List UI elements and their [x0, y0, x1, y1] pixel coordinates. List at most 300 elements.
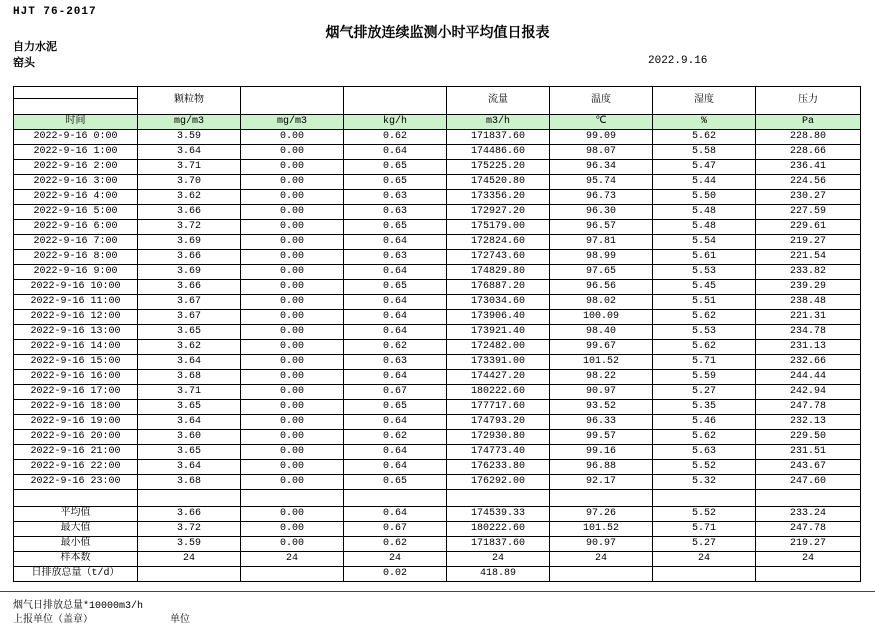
- table-row: [14, 205, 861, 220]
- cell-value: 92.17: [550, 475, 653, 490]
- cell-value: 174773.40: [447, 445, 550, 460]
- cell-value: 0.00: [241, 370, 344, 385]
- table-row: [14, 250, 861, 265]
- cell-time: 2022-9-16 11:00: [14, 295, 138, 310]
- cell-time: 2022-9-16 4:00: [14, 190, 138, 205]
- cell-value: 0.00: [241, 220, 344, 235]
- table-row: [14, 415, 861, 430]
- cell-value: 3.59: [138, 130, 241, 145]
- cell-value: 97.81: [550, 235, 653, 250]
- table-row: [14, 385, 861, 400]
- unit-label: 单位: [170, 615, 190, 626]
- cell-value: 3.62: [138, 190, 241, 205]
- header-unit-cell: %: [653, 115, 756, 130]
- cell-value: 0.00: [241, 460, 344, 475]
- page-divider: [0, 591, 875, 592]
- spacer-cell: [241, 490, 344, 507]
- cell-value: 0.65: [344, 220, 447, 235]
- cell-value: 177717.60: [447, 400, 550, 415]
- spacer-cell: [138, 490, 241, 507]
- header-unit-cell: mg/m3: [138, 115, 241, 130]
- cell-value: 0.00: [241, 235, 344, 250]
- cell-value: 3.62: [138, 340, 241, 355]
- summary-value: 24: [653, 552, 756, 567]
- summary-row: [14, 537, 861, 552]
- cell-value: 3.66: [138, 205, 241, 220]
- header-units-row: [14, 115, 861, 130]
- cell-value: 96.33: [550, 415, 653, 430]
- cell-value: 0.00: [241, 280, 344, 295]
- header-group-cell: 流量: [447, 87, 550, 115]
- cell-value: 5.50: [653, 190, 756, 205]
- cell-value: 232.13: [756, 415, 861, 430]
- cell-value: 173921.40: [447, 325, 550, 340]
- cell-value: 5.51: [653, 295, 756, 310]
- cell-value: 174427.20: [447, 370, 550, 385]
- cell-value: 3.64: [138, 460, 241, 475]
- cell-value: 227.59: [756, 205, 861, 220]
- table-row: [14, 460, 861, 475]
- cell-value: 172743.60: [447, 250, 550, 265]
- cell-value: 5.48: [653, 220, 756, 235]
- cell-value: 219.27: [756, 235, 861, 250]
- summary-value: 5.71: [653, 522, 756, 537]
- summary-value: 24: [138, 552, 241, 567]
- cell-value: 0.64: [344, 415, 447, 430]
- cell-value: 0.00: [241, 400, 344, 415]
- cell-value: 172927.20: [447, 205, 550, 220]
- cell-value: 0.00: [241, 265, 344, 280]
- summary-value: 174539.33: [447, 507, 550, 522]
- table-row: [14, 400, 861, 415]
- cell-value: 0.64: [344, 235, 447, 250]
- cell-value: 247.78: [756, 400, 861, 415]
- cell-value: 96.34: [550, 160, 653, 175]
- header-group-cell: 颗粒物: [138, 87, 241, 115]
- cell-value: 176292.00: [447, 475, 550, 490]
- cell-value: 3.67: [138, 295, 241, 310]
- cell-value: 232.66: [756, 355, 861, 370]
- cell-time: 2022-9-16 22:00: [14, 460, 138, 475]
- cell-value: 96.30: [550, 205, 653, 220]
- table-row: [14, 370, 861, 385]
- cell-value: 5.44: [653, 175, 756, 190]
- table-row: [14, 445, 861, 460]
- cell-value: 233.82: [756, 265, 861, 280]
- table-row: [14, 355, 861, 370]
- spacer-cell: [756, 490, 861, 507]
- cell-value: 0.64: [344, 445, 447, 460]
- cell-value: 174829.80: [447, 265, 550, 280]
- cell-value: 3.66: [138, 250, 241, 265]
- cell-value: 5.61: [653, 250, 756, 265]
- summary-value: 24: [344, 552, 447, 567]
- header-unit-cell: Pa: [756, 115, 861, 130]
- cell-value: 247.60: [756, 475, 861, 490]
- table-row: [14, 430, 861, 445]
- table-row: [14, 310, 861, 325]
- header-group-cell: [344, 87, 447, 115]
- header-unit-cell: m3/h: [447, 115, 550, 130]
- header-group-cell: 压力: [756, 87, 861, 115]
- summary-label: 平均值: [14, 507, 138, 522]
- cell-value: 5.47: [653, 160, 756, 175]
- summary-value: 3.59: [138, 537, 241, 552]
- cell-value: 239.29: [756, 280, 861, 295]
- cell-value: 0.00: [241, 190, 344, 205]
- summary-label: 样本数: [14, 552, 138, 567]
- summary-row: [14, 552, 861, 567]
- table-row: [14, 190, 861, 205]
- summary-row: [14, 567, 861, 582]
- cell-value: 5.35: [653, 400, 756, 415]
- cell-value: 93.52: [550, 400, 653, 415]
- summary-value: [138, 567, 241, 582]
- cell-value: 0.62: [344, 340, 447, 355]
- summary-value: 0.00: [241, 537, 344, 552]
- summary-value: 24: [241, 552, 344, 567]
- summary-value: 171837.60: [447, 537, 550, 552]
- summary-value: 97.26: [550, 507, 653, 522]
- cell-value: 96.88: [550, 460, 653, 475]
- cell-value: 173034.60: [447, 295, 550, 310]
- header-group-cell: [241, 87, 344, 115]
- cell-value: 173906.40: [447, 310, 550, 325]
- summary-value: 0.00: [241, 522, 344, 537]
- cell-value: 0.64: [344, 370, 447, 385]
- cell-value: 0.62: [344, 430, 447, 445]
- summary-value: 247.78: [756, 522, 861, 537]
- cell-value: 0.00: [241, 175, 344, 190]
- cell-value: 229.50: [756, 430, 861, 445]
- cell-value: 5.62: [653, 130, 756, 145]
- cell-value: 98.02: [550, 295, 653, 310]
- cell-value: 0.64: [344, 295, 447, 310]
- cell-value: 236.41: [756, 160, 861, 175]
- cell-value: 0.00: [241, 145, 344, 160]
- cell-time: 2022-9-16 0:00: [14, 130, 138, 145]
- spacer-cell: [14, 490, 138, 507]
- cell-value: 224.56: [756, 175, 861, 190]
- summary-value: 24: [756, 552, 861, 567]
- cell-value: 0.65: [344, 160, 447, 175]
- cell-value: 0.64: [344, 325, 447, 340]
- cell-value: 3.65: [138, 400, 241, 415]
- cell-time: 2022-9-16 17:00: [14, 385, 138, 400]
- report-date: 2022.9.16: [648, 55, 708, 67]
- cell-time: 2022-9-16 18:00: [14, 400, 138, 415]
- cell-value: 0.64: [344, 310, 447, 325]
- table-row: [14, 325, 861, 340]
- cell-value: 0.00: [241, 430, 344, 445]
- cell-value: 0.63: [344, 190, 447, 205]
- cell-value: 0.64: [344, 265, 447, 280]
- report-table-head: [14, 87, 861, 130]
- cell-value: 5.27: [653, 385, 756, 400]
- cell-time: 2022-9-16 10:00: [14, 280, 138, 295]
- cell-value: 98.07: [550, 145, 653, 160]
- cell-value: 3.65: [138, 445, 241, 460]
- cell-value: 97.65: [550, 265, 653, 280]
- cell-value: 242.94: [756, 385, 861, 400]
- cell-value: 3.60: [138, 430, 241, 445]
- cell-value: 0.00: [241, 130, 344, 145]
- cell-value: 99.67: [550, 340, 653, 355]
- summary-value: 180222.60: [447, 522, 550, 537]
- cell-value: 175179.00: [447, 220, 550, 235]
- cell-value: 3.72: [138, 220, 241, 235]
- summary-value: 0.64: [344, 507, 447, 522]
- cell-value: 172482.00: [447, 340, 550, 355]
- spacer-cell: [653, 490, 756, 507]
- page-title: 烟气排放连续监测小时平均值日报表: [325, 26, 550, 42]
- cell-value: 5.32: [653, 475, 756, 490]
- cell-value: 171837.60: [447, 130, 550, 145]
- cell-value: 5.62: [653, 310, 756, 325]
- cell-value: 5.53: [653, 265, 756, 280]
- cell-value: 0.65: [344, 175, 447, 190]
- cell-value: 0.00: [241, 445, 344, 460]
- cell-time: 2022-9-16 15:00: [14, 355, 138, 370]
- cell-value: 5.59: [653, 370, 756, 385]
- cell-value: 0.65: [344, 475, 447, 490]
- summary-value: 0.67: [344, 522, 447, 537]
- cell-value: 5.45: [653, 280, 756, 295]
- table-row: [14, 160, 861, 175]
- cell-value: 172824.60: [447, 235, 550, 250]
- cell-value: 90.97: [550, 385, 653, 400]
- summary-value: 233.24: [756, 507, 861, 522]
- table-row: [14, 130, 861, 145]
- cell-value: 5.52: [653, 460, 756, 475]
- flow-total-note: 烟气日排放总量*10000m3/h: [13, 601, 144, 612]
- summary-row: [14, 522, 861, 537]
- spacer-row: [14, 490, 861, 507]
- cell-value: 244.44: [756, 370, 861, 385]
- cell-value: 0.65: [344, 280, 447, 295]
- header-group-cell: 湿度: [653, 87, 756, 115]
- cell-time: 2022-9-16 21:00: [14, 445, 138, 460]
- summary-value: 0.62: [344, 537, 447, 552]
- cell-value: 3.71: [138, 160, 241, 175]
- cell-value: 98.40: [550, 325, 653, 340]
- summary-value: 0.00: [241, 507, 344, 522]
- cell-value: 98.99: [550, 250, 653, 265]
- cell-time: 2022-9-16 1:00: [14, 145, 138, 160]
- header-time-split-bottom: [14, 99, 138, 115]
- reporting-unit-label: 上报单位（盖章）: [13, 615, 93, 626]
- cell-value: 5.53: [653, 325, 756, 340]
- cell-value: 96.56: [550, 280, 653, 295]
- cell-value: 228.80: [756, 130, 861, 145]
- cell-value: 5.46: [653, 415, 756, 430]
- cell-time: 2022-9-16 9:00: [14, 265, 138, 280]
- monitoring-point: 窑头: [13, 58, 35, 70]
- cell-time: 2022-9-16 23:00: [14, 475, 138, 490]
- cell-value: 228.66: [756, 145, 861, 160]
- summary-value: 90.97: [550, 537, 653, 552]
- cell-value: 0.00: [241, 355, 344, 370]
- spacer-cell: [344, 490, 447, 507]
- cell-value: 243.67: [756, 460, 861, 475]
- cell-value: 231.13: [756, 340, 861, 355]
- summary-value: 101.52: [550, 522, 653, 537]
- cell-value: 0.67: [344, 385, 447, 400]
- table-row: [14, 235, 861, 250]
- table-row: [14, 475, 861, 490]
- cell-value: 221.54: [756, 250, 861, 265]
- cell-value: 3.68: [138, 370, 241, 385]
- cell-value: 0.64: [344, 145, 447, 160]
- cell-value: 3.64: [138, 415, 241, 430]
- cell-value: 99.57: [550, 430, 653, 445]
- table-row: [14, 280, 861, 295]
- cell-value: 0.00: [241, 325, 344, 340]
- header-time-label: 时间: [14, 115, 138, 130]
- cell-value: 0.00: [241, 295, 344, 310]
- cell-value: 98.22: [550, 370, 653, 385]
- cell-value: 175225.20: [447, 160, 550, 175]
- cell-value: 0.00: [241, 205, 344, 220]
- cell-value: 174793.20: [447, 415, 550, 430]
- cell-value: 5.63: [653, 445, 756, 460]
- cell-value: 0.62: [344, 130, 447, 145]
- cell-value: 5.48: [653, 205, 756, 220]
- summary-value: 418.89: [447, 567, 550, 582]
- cell-time: 2022-9-16 19:00: [14, 415, 138, 430]
- cell-value: 173356.20: [447, 190, 550, 205]
- cell-time: 2022-9-16 3:00: [14, 175, 138, 190]
- cell-value: 99.09: [550, 130, 653, 145]
- cell-value: 96.73: [550, 190, 653, 205]
- cell-value: 0.65: [344, 400, 447, 415]
- cell-value: 3.67: [138, 310, 241, 325]
- summary-value: 5.27: [653, 537, 756, 552]
- report-table-body: [14, 130, 861, 582]
- cell-value: 0.63: [344, 355, 447, 370]
- cell-value: 238.48: [756, 295, 861, 310]
- cell-value: 5.54: [653, 235, 756, 250]
- cell-value: 0.00: [241, 415, 344, 430]
- cell-value: 0.00: [241, 310, 344, 325]
- cell-value: 174486.60: [447, 145, 550, 160]
- summary-value: [550, 567, 653, 582]
- cell-value: 95.74: [550, 175, 653, 190]
- table-row: [14, 175, 861, 190]
- spacer-cell: [447, 490, 550, 507]
- cell-value: 5.62: [653, 340, 756, 355]
- cell-value: 96.57: [550, 220, 653, 235]
- cell-value: 172930.80: [447, 430, 550, 445]
- cell-value: 3.64: [138, 355, 241, 370]
- cell-value: 180222.60: [447, 385, 550, 400]
- cell-value: 176887.20: [447, 280, 550, 295]
- header-group-row: [14, 87, 861, 99]
- summary-value: [653, 567, 756, 582]
- cell-value: 3.70: [138, 175, 241, 190]
- header-group-cell: 温度: [550, 87, 653, 115]
- summary-value: 24: [550, 552, 653, 567]
- cell-time: 2022-9-16 8:00: [14, 250, 138, 265]
- summary-value: 5.52: [653, 507, 756, 522]
- cell-value: 230.27: [756, 190, 861, 205]
- table-row: [14, 340, 861, 355]
- cell-value: 0.00: [241, 385, 344, 400]
- spacer-cell: [550, 490, 653, 507]
- summary-label: 最小值: [14, 537, 138, 552]
- cell-time: 2022-9-16 14:00: [14, 340, 138, 355]
- cell-value: 3.65: [138, 325, 241, 340]
- cell-value: 5.62: [653, 430, 756, 445]
- cell-value: 0.63: [344, 205, 447, 220]
- cell-time: 2022-9-16 6:00: [14, 220, 138, 235]
- cell-time: 2022-9-16 2:00: [14, 160, 138, 175]
- cell-value: 229.61: [756, 220, 861, 235]
- header-time-split-top: [14, 87, 138, 99]
- cell-value: 99.16: [550, 445, 653, 460]
- company-name: 自力水泥: [13, 42, 57, 54]
- cell-time: 2022-9-16 20:00: [14, 430, 138, 445]
- cell-value: 100.09: [550, 310, 653, 325]
- summary-label: 最大值: [14, 522, 138, 537]
- table-row: [14, 265, 861, 280]
- cell-time: 2022-9-16 12:00: [14, 310, 138, 325]
- cell-value: 0.64: [344, 460, 447, 475]
- table-row: [14, 295, 861, 310]
- cell-value: 3.71: [138, 385, 241, 400]
- cell-value: 0.63: [344, 250, 447, 265]
- cell-value: 5.58: [653, 145, 756, 160]
- header-unit-cell: kg/h: [344, 115, 447, 130]
- cell-value: 3.66: [138, 280, 241, 295]
- cell-value: 0.00: [241, 250, 344, 265]
- cell-value: 176233.80: [447, 460, 550, 475]
- cell-value: 173391.00: [447, 355, 550, 370]
- cell-value: 0.00: [241, 475, 344, 490]
- cell-time: 2022-9-16 7:00: [14, 235, 138, 250]
- cell-value: 231.51: [756, 445, 861, 460]
- summary-value: [756, 567, 861, 582]
- cell-time: 2022-9-16 5:00: [14, 205, 138, 220]
- summary-label: 日排放总量（t/d）: [14, 567, 138, 582]
- summary-value: 0.02: [344, 567, 447, 582]
- cell-value: 3.69: [138, 265, 241, 280]
- header-unit-cell: mg/m3: [241, 115, 344, 130]
- summary-row: [14, 507, 861, 522]
- summary-value: 219.27: [756, 537, 861, 552]
- table-row: [14, 220, 861, 235]
- cell-time: 2022-9-16 16:00: [14, 370, 138, 385]
- cell-value: 234.78: [756, 325, 861, 340]
- cell-value: 0.00: [241, 160, 344, 175]
- doc-code: HJT 76-2017: [13, 6, 97, 18]
- cell-value: 5.71: [653, 355, 756, 370]
- table-row: [14, 145, 861, 160]
- summary-value: [241, 567, 344, 582]
- cell-value: 221.31: [756, 310, 861, 325]
- summary-value: 3.66: [138, 507, 241, 522]
- cell-value: 3.69: [138, 235, 241, 250]
- cell-value: 3.68: [138, 475, 241, 490]
- header-unit-cell: ℃: [550, 115, 653, 130]
- summary-value: 24: [447, 552, 550, 567]
- cell-value: 174520.80: [447, 175, 550, 190]
- report-table: [13, 86, 861, 582]
- cell-value: 3.64: [138, 145, 241, 160]
- summary-value: 3.72: [138, 522, 241, 537]
- cell-time: 2022-9-16 13:00: [14, 325, 138, 340]
- cell-value: 101.52: [550, 355, 653, 370]
